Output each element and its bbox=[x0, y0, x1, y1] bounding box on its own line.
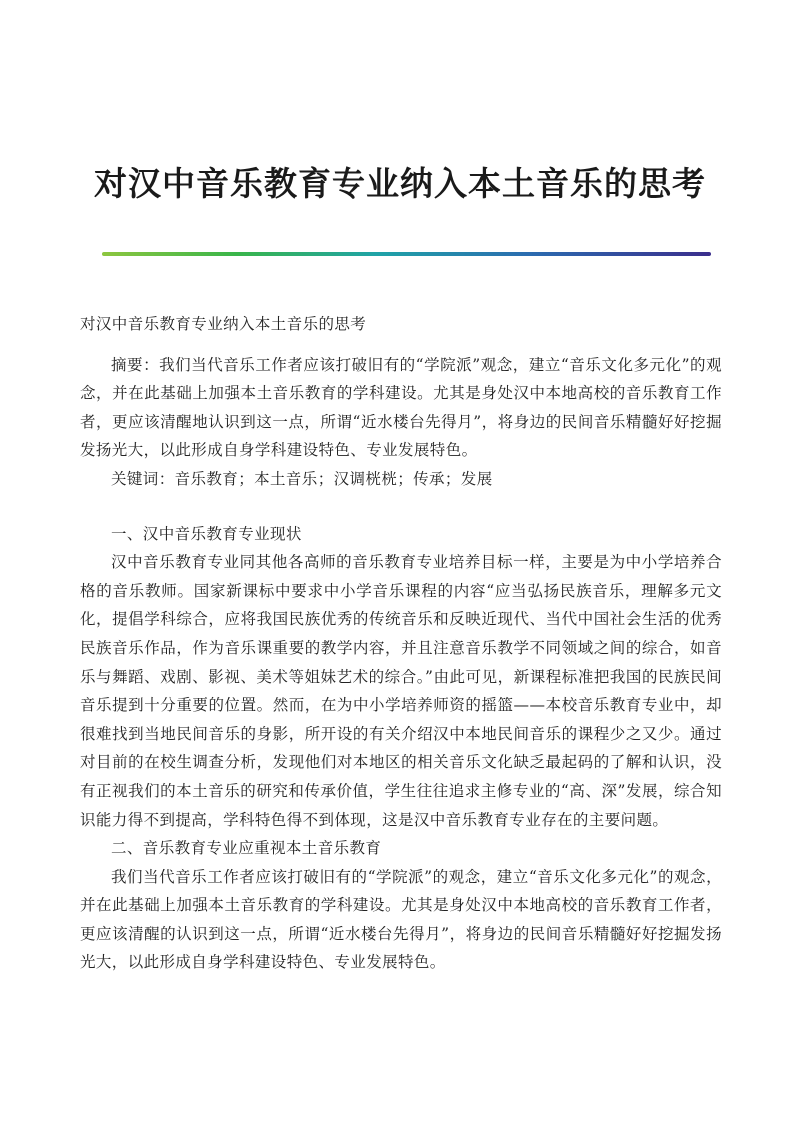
section-body-2: 我们当代音乐工作者应该打破旧有的“学院派”的观念，建立“音乐文化多元化”的观念，并在此基础上加强本土音乐教育的学科建设。尤其是身处汉中本地高校的音乐教育工作者，更应该清醒的认识到这一点，所谓“近水楼台先得月”，将身边的民间音乐精髓好好挖掘发扬光大，以此形成自身学科建设特色、专业发展特色。 bbox=[80, 867, 722, 972]
document-title: 对汉中音乐教育专业纳入本土音乐的思考 bbox=[94, 164, 706, 203]
title-divider bbox=[102, 252, 711, 256]
abstract-paragraph: 摘要：我们当代音乐工作者应该打破旧有的“学院派”观念，建立“音乐文化多元化”的观念，并在此基础上加强本土音乐教育的学科建设。尤其是身处汉中本地高校的音乐教育工作者，更应该清醒地认识到这一点，所谓“近水楼台先得月”，将身边的民间音乐精髓好好挖掘发扬光大，以此形成自身学科建设特色、专业发展特色。 bbox=[80, 355, 722, 460]
section-heading-2: 二、音乐教育专业应重视本土音乐教育 bbox=[111, 839, 382, 858]
section-body-1: 汉中音乐教育专业同其他各高师的音乐教育专业培养目标一样，主要是为中小学培养合格的音乐教师。国家新课标中要求中小学音乐课程的内容“应当弘扬民族音乐，理解多元文化，提倡学科综合，应将我国民族优秀的传统音乐和反映近现代、当代中国社会生活的优秀民族音乐作品，作为音乐课重要的教学内容，并且注意音乐教学不同领域之间的综合，如音乐与舞蹈、戏剧、影视、美术等姐妹艺术的综合。”由此可见，新课程标准把我国的民族民间音乐提到十分重要的位置。然而，在为中小学培养师资的摇篮——本校音乐教育专业中，却很难找到当地民间音乐的身影，所开设的有关介绍汉中本地民间音乐的课程少之又少。通过对目前的在校生调查分析，发现他们对本地区的相关音乐文化缺乏最起码的了解和认识，没有正视我们的本土音乐的研究和传承价值，学生往往追求主修专业的“高、深”发展，综合知识能力得不到提高，学科特色得不到体现，这是汉中音乐教育专业存在的主要问题。 bbox=[80, 553, 722, 829]
document-subtitle: 对汉中音乐教育专业纳入本土音乐的思考 bbox=[80, 315, 367, 333]
document-body bbox=[80, 310, 722, 977]
section-heading-1: 一、汉中音乐教育专业现状 bbox=[111, 524, 302, 543]
keywords-line: 关键词：音乐教育；本土音乐；汉调桄桄；传承；发展 bbox=[111, 469, 493, 488]
